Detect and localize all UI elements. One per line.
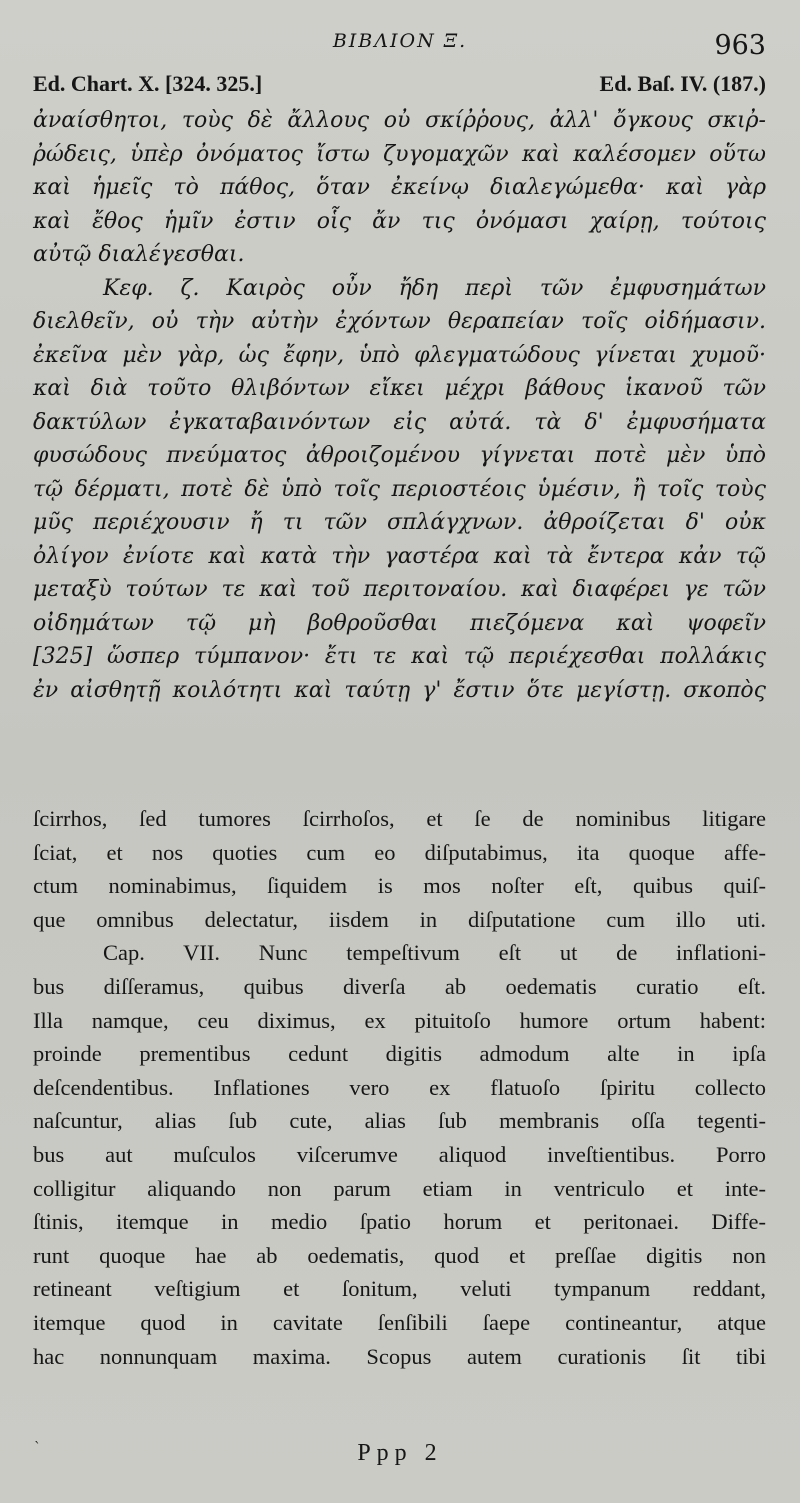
greek-text-block [33, 104, 766, 707]
running-title: ΒΙΒΛΙΟΝ Ξ. [332, 30, 468, 52]
greek-line: [325] ὥσπερ τύμπανον· ἔτι τε καὶ τῷ περιέχεσθαι πολλάκις [33, 644, 766, 669]
edition-left: Ed. Chart. X. [324. 325.] [33, 71, 263, 96]
latin-line: itemque quod in cavitate ſenſibili ſaepe contineantur, atque [33, 1309, 766, 1335]
greek-chapter-heading-line: Κεφ. ζ. Καιρὸς οὖν ἤδη περὶ τῶν ἐμφυσημάτων [103, 275, 766, 301]
greek-line: δακτύλων ἐγκαταβαινόντων εἰς αὐτά. τὰ δ' ἐμφυσήματα [33, 409, 766, 435]
latin-line: bus diſſeramus, quibus diverſa ab oedematis curatio eſt. [33, 973, 766, 999]
greek-line: ῤώδεις, ὑπὲρ ὀνόματος ἴστω ζυγομαχῶν καὶ καλέσομεν οὕτω [33, 141, 766, 167]
page-number: 963 [714, 30, 766, 61]
signature-mark: Ppp 2 [357, 1440, 443, 1466]
greek-line: ἐν αἰσθητῇ κοιλότητι καὶ ταύτῃ γ' ἔστιν ὅτε μεγίστῃ. σκοπὸς [33, 677, 766, 703]
latin-line: retineant veſtigium et ſonitum, veluti tympanum reddant, [33, 1276, 766, 1302]
greek-line: αὐτῷ διαλέγεσθαι. [33, 242, 245, 267]
latin-chapter-heading-line: Cap. VII. Nunc tempeſtivum eſt ut de inflationi- [103, 940, 766, 966]
greek-line: καὶ ἡμεῖς τὸ πάθος, ὅταν ἐκείνῳ διαλεγώμεθα· καὶ γὰρ [33, 175, 766, 200]
greek-line: καὶ ἔθος ἡμῖν ἐστιν οἷς ἄν τις ὀνόμασι χαίρῃ, τούτοις [33, 208, 766, 234]
greek-line: οἰδημάτων τῷ μὴ βοθροῦσθαι πιεζόμενα καὶ ψοφεῖν [33, 610, 766, 636]
greek-line: διελθεῖν, οὐ τὴν αὐτὴν ἐχόντων θεραπείαν τοῖς οἰδήμασιν. [33, 309, 766, 334]
greek-line: ὀλίγον ἐνίοτε καὶ κατὰ τὴν γαστέρα καὶ τὰ ἔντερα κἀν τῷ [33, 543, 766, 569]
latin-line: naſcuntur, alias ſub cute, alias ſub membranis oſſa tegenti- [33, 1108, 766, 1134]
latin-line: colligitur aliquando non parum etiam in ventriculo et inte- [33, 1175, 766, 1201]
latin-line: proinde prementibus cedunt digitis admodum alte in ipſa [33, 1041, 766, 1067]
latin-line: hac nonnunquam maxima. Scopus autem curationis ſit tibi [33, 1343, 766, 1369]
edition-right: Ed. Baſ. IV. (187.) [599, 71, 766, 96]
greek-line: τῷ δέρματι, ποτὲ δὲ ὑπὸ τοῖς περιοστέοις ὑμέσιν, ἢ τοῖς τοὺς [33, 476, 766, 502]
greek-line: φυσώδους πνεύματος ἀθροιζομένου γίγνεται ποτὲ μὲν ὑπὸ [33, 443, 766, 468]
latin-line: bus aut muſculos viſcerumve aliquod inveſtientibus. Porro [33, 1141, 766, 1167]
greek-line: μεταξὺ τούτων τε καὶ τοῦ περιτοναίου. καὶ διαφέρει γε τῶν [33, 577, 766, 602]
latin-line: ſcirrhos, ſed tumores ſcirrhoſos, et ſe de nominibus litigare [33, 806, 766, 831]
latin-text-block [33, 802, 766, 1373]
latin-line: que omnibus delectatur, iisdem in diſputatione cum illo uti. [33, 906, 766, 932]
latin-line: ſtinis, itemque in medio ſpatio horum et peritonaei. Diffe- [33, 1209, 766, 1235]
greek-line: ἀναίσθητοι, τοὺς δὲ ἄλλους οὐ σκίῤῥους, ἀλλ' ὄγκους σκιῤ- [33, 108, 766, 133]
latin-line: runt quoque hae ab oedematis, quod et preſſae digitis non [33, 1242, 766, 1268]
greek-line: ἐκεῖνα μὲν γὰρ, ὡς ἔφην, ὑπὸ φλεγματώδους γίνεται χυμοῦ· [33, 342, 766, 368]
latin-line: deſcendentibus. Inflationes vero ex flatuoſo ſpiritu collecto [33, 1074, 766, 1100]
latin-line: ctum nominabimus, ſiquidem is mos noſter eſt, quibus quiſ- [33, 873, 766, 899]
greek-line: καὶ διὰ τοῦτο θλιβόντων εἴκει μέχρι βάθους ἱκανοῦ τῶν [33, 376, 766, 401]
edition-line [33, 71, 766, 97]
greek-line: μῦς περιέχουσιν ἤ τι τῶν σπλάγχνων. ἀθροίζεται δ' οὐκ [33, 510, 766, 535]
corner-mark: ` [34, 1440, 41, 1456]
latin-line: ſciat, et nos quoties cum eo diſputabimus, ita quoque affe- [33, 839, 766, 865]
latin-line: Illa namque, ceu diximus, ex pituitoſo humore ortum habent: [33, 1007, 766, 1033]
